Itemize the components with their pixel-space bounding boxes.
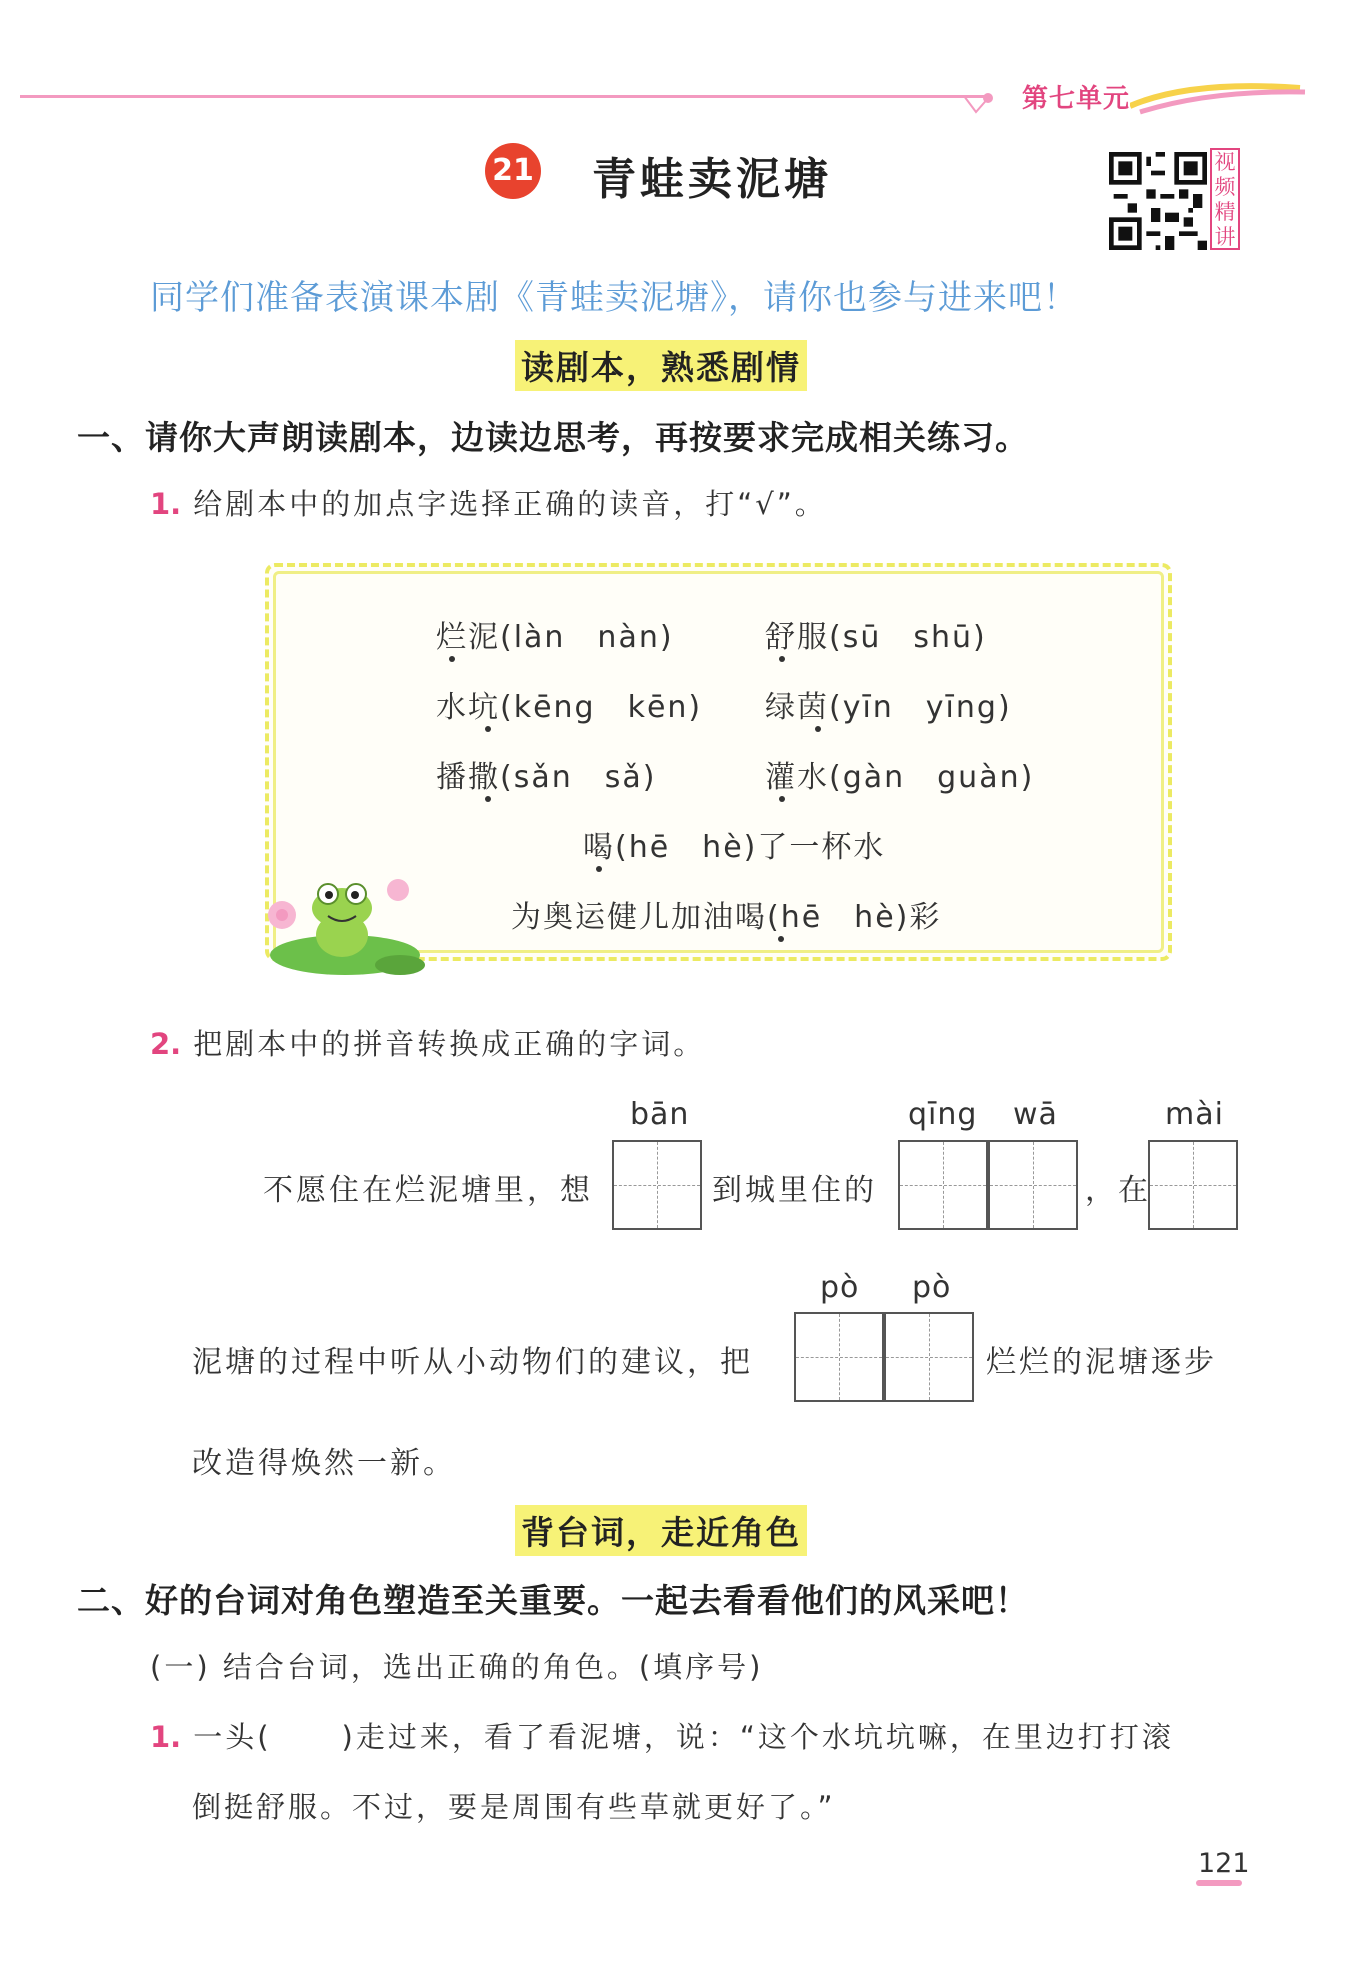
- emphasis-dot: [596, 866, 602, 872]
- pinyin-choice[interactable]: 灌水(gàn guàn): [765, 760, 1035, 795]
- emphasis-dot: [485, 726, 491, 732]
- pinyin-hint: mài: [1165, 1097, 1224, 1132]
- pinyin-choice[interactable]: 喝(hē hè)了一杯水: [583, 830, 886, 865]
- lesson-number-badge: 21: [485, 143, 541, 199]
- section1-heading: 读剧本，熟悉剧情: [515, 340, 807, 391]
- emphasis-dot: [449, 656, 455, 662]
- fill-text: 改造得焕然一新。: [192, 1446, 456, 1481]
- tianzige-answer-box[interactable]: [794, 1312, 884, 1402]
- emphasis-dot: [779, 796, 785, 802]
- question-two: 二、好的台词对角色塑造至关重要。一起去看看他们的风采吧！: [77, 1581, 1029, 1620]
- item1-instruction: 1. 给剧本中的加点字选择正确的读音，打“√”。: [150, 487, 827, 521]
- pinyin-choice[interactable]: 播撒(sǎn sǎ): [436, 760, 657, 795]
- pinyin-hint: pò: [912, 1270, 952, 1305]
- pinyin-choice[interactable]: 绿茵(yīn yīng): [765, 690, 1012, 725]
- fill-text: 到城里住的: [712, 1173, 877, 1208]
- page-number-decoration: [1196, 1880, 1242, 1886]
- qr-code-icon[interactable]: [1108, 152, 1208, 250]
- emphasis-dot: [485, 796, 491, 802]
- pinyin-hint: pò: [820, 1270, 860, 1305]
- emphasis-dot: [779, 656, 785, 662]
- sub-question-one: (一) 结合台词，选出正确的角色。(填序号): [150, 1650, 764, 1684]
- pinyin-hint: wā: [1013, 1097, 1058, 1132]
- page-number: 121: [1198, 1848, 1250, 1879]
- item-line: 1. 一头( )走过来，看了看泥塘，说：“这个水坑坑嘛，在里边打打滚: [150, 1720, 1174, 1754]
- pinyin-choice[interactable]: 为奥运健儿加油喝(hē hè)彩: [511, 900, 942, 935]
- video-lesson-label[interactable]: 视频精讲: [1210, 148, 1240, 250]
- tianzige-answer-box[interactable]: [612, 1140, 702, 1230]
- header-rule: [20, 95, 990, 98]
- lesson-title: 青蛙卖泥塘: [592, 154, 832, 205]
- emphasis-dot: [815, 726, 821, 732]
- pinyin-hint: bān: [630, 1097, 690, 1132]
- unit-label: 第七单元: [1022, 84, 1131, 114]
- tianzige-answer-box[interactable]: [898, 1140, 988, 1230]
- pinyin-choice[interactable]: 水坑(kēng kēn): [436, 690, 703, 725]
- item2-instruction: 2. 把剧本中的拼音转换成正确的字词。: [150, 1027, 706, 1061]
- pinyin-hint: qīng: [908, 1097, 978, 1132]
- emphasis-dot: [778, 936, 784, 942]
- swoosh-decoration: [1130, 80, 1310, 120]
- fill-text: ，在: [1085, 1173, 1151, 1208]
- tianzige-answer-box[interactable]: [1148, 1140, 1238, 1230]
- section2-heading: 背台词，走近角色: [515, 1505, 807, 1556]
- question-one: 一、请你大声朗读剧本，边读边思考，再按要求完成相关练习。: [77, 418, 1029, 457]
- intro-text: 同学们准备表演课本剧《青蛙卖泥塘》，请你也参与进来吧！: [150, 278, 1078, 318]
- tianzige-answer-box[interactable]: [884, 1312, 974, 1402]
- fill-text: 泥塘的过程中听从小动物们的建议，把: [192, 1345, 753, 1380]
- frog-on-lilypad-illustration: [250, 860, 425, 980]
- fill-text: 不愿住在烂泥塘里，想: [263, 1173, 593, 1208]
- pinyin-choice[interactable]: 舒服(sū shū): [765, 620, 987, 655]
- tianzige-answer-box[interactable]: [988, 1140, 1078, 1230]
- pinyin-choice[interactable]: 烂泥(làn nàn): [436, 620, 674, 655]
- heart-decoration-icon: [960, 84, 1000, 114]
- fill-text: 烂烂的泥塘逐步: [986, 1345, 1217, 1380]
- item-line-continued: 倒挺舒服。不过，要是周围有些草就更好了。”: [192, 1790, 836, 1824]
